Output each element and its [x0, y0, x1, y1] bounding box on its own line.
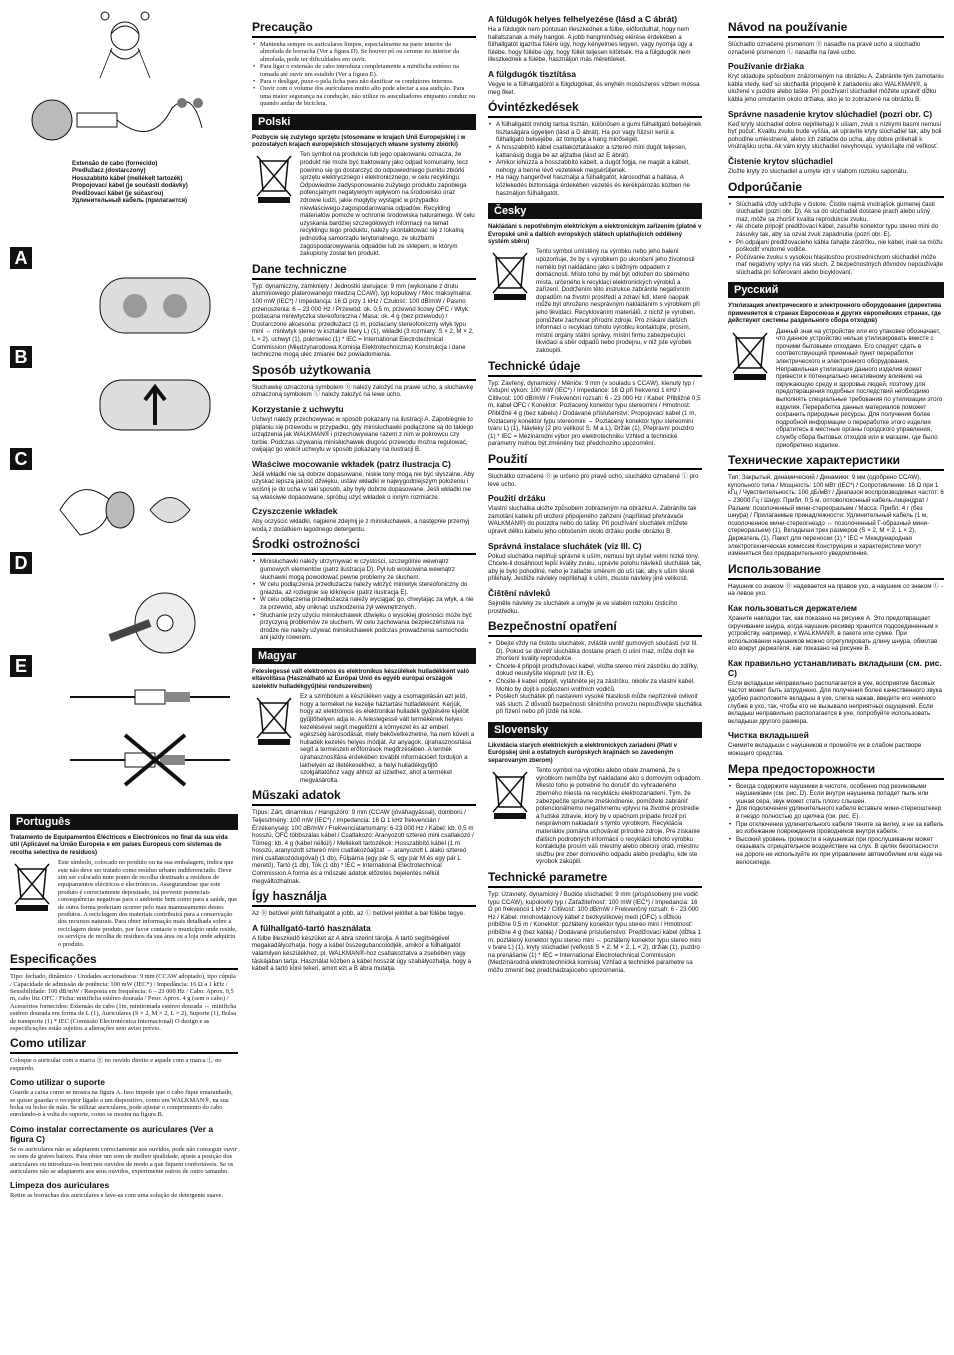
- heading-fit: Správná instalace sluchátek (viz Ill. C): [488, 540, 642, 551]
- column-2: [252, 0, 476, 1355]
- heading-fit: A füldugók helyes felhelyezése (lásd a C ábrát): [488, 14, 678, 24]
- weee-bin-icon: [728, 328, 772, 382]
- spec-text: Tipo: fechado, dinâmico / Unidades accionadoras: 9 mm (CCAW adoptado), tipo cúpula / Capacidade de admissão de potência: 100 mW (IEC*) / Impedância: 16 Ω a 1 kHz / Sensibilidade: 100 dB/mW / Resposta em frequência: 6 – 23 000 Hz / Cabo: Aprox. 0,5 m, cabo litz OFC / Ficha: minificha estéreo dourada / Peso: Aprox. 4 g (sem o cabo) / Acessórios fornecidos: Extensão de cabo (1m, minitomada estéreo dourada ↔ minificha estéreo dourada em forma de L (1), Auriculares (S × 2, M × 2, L × 2), Suporte (1), Bolsa de transporte (1) * IEC (Comissão Electrotécnica Internacional) O design e as especificações estão sujeitos a alterações sem aviso prévio.: [10, 973, 237, 1032]
- weee-text: Tento symbol umístěný na výrobku nebo jeho balení upozorňuje, že by s výrobkem po ukončení jeho životnosti nemělo být nakládáno jako s běžným odpadem z domácnosti. Místo toho by měl být odložen do sběrného místa, určeného k recyklaci elektronických výrobků a zařízení. Dodržením této instrukce zabráníte negativním dopadům na životní prostředí a zdraví lidí, které naopak může být ohroženo nesprávným nakládáním s výrobkem při jeho likvidaci. Recyklováním materiálů, z nichž je vyroben, pomůžete zachovat přírodní zdroje. Pro získání dalších informací o recyklaci tohoto výrobku kontaktujte, prosím, místní orgány státní správy, místní firmu zabezpečující likvidaci a sběr odpadů nebo prodejnu, v níž jste výrobek zakoupili.: [536, 248, 700, 355]
- weee-text: Este símbolo, colocado no produto ou na sua embalagem, indica que este não deve ser tratado como resíduo urbano indiferenciado. Deve sim ser colocado num ponto de recolha destinado a resíduos de equipamentos eléctricos e electrónicos. Assegurandose que este produto é correctamente depositado, irá prevenir potenciais consequências negativas para o ambiente bem como para a saúde, que de outra forma poderiam ocorrer pelo mau manuseamento destes produtos. A reciclagem dos materiais contribuirá para a conservação dos recursos naturais. Para obter informação mais detalhada sobre a reciclagem deste produto, por favor contacte o município onde reside, os serviços de recolha de resíduos da sua área ou a loja onde adquiriu o produto.: [58, 859, 238, 948]
- heading-fit: Как правильно устанавливать вкладыши (см. рис. C): [728, 657, 942, 678]
- heading-how-to-use-hu: Így használja: [252, 889, 476, 907]
- figure-label-a: A: [10, 247, 32, 269]
- column-1: [10, 0, 238, 1355]
- section-bar-slovak: Slovensky: [488, 722, 702, 738]
- heading-precautions-sk: Odporúčanie: [728, 180, 944, 198]
- list-item: • Высокий уровень громкости в наушниках при прослушивании может оказывать отрицательное воздействие на слух. В целях безопасности на дороге не используйте их при управлении автомобилем или езде на велосипеде.: [728, 836, 944, 866]
- weee-bin-icon: [252, 151, 296, 205]
- heading-cleaning: Čistenie krytov slúchadiel: [728, 155, 833, 166]
- heading-precautions-cz: Bezpečnostní opatření: [488, 619, 702, 637]
- heading-how-to-use-ru: Использование: [728, 562, 944, 580]
- spec-text: Typ: dynamiczny, zamknięty / Jednostki sterujące: 9 mm (wykonane z drutu aluminiowego platerowanego miedzią CCAW), typ kopułowy / Moc maksymalna: 100 mW (IEC*) / Impedancja: 16 Ω przy 1 kHz / Czułość: 100 dB/mW / Pasmo przenoszenia: 6 – 23 000 Hz / Przewód: ok. 0,5 m, przewód licowy OFC / Wtyk: pozłacana miniwtyczka stereofoniczna / Masa: ok. 4 g (bez przewodu) / Dostarczone akcesoria: przedłużacz (1 m, pozłacany stereofoniczny wtyk typu mini ↔ miniwtyk stereo w kształcie litery L) (1), wkładki (3 rozmiary: S × 2, M × 2, L × 2), uchwyt (1), pokrowiec (1) * IEC = International Electrotechnical Commission (Międzynarodowa Komisja Elektrotechniczna) Konstrukcja i dane techniczne mogą ulec zmianie bez powiadomienia.: [252, 282, 474, 359]
- section-bar-hungarian: Magyar: [252, 648, 476, 664]
- heading-precautions-hu: Óvintézkedések: [488, 100, 702, 118]
- precaution-list-ru: [728, 783, 944, 867]
- section-bar-russian: Русский: [728, 282, 944, 298]
- list-item: • Para ligar o extensão de cabo introduza completamente a minificha estéreo na tomada até ouvir um estalido (Ver a figura E).: [252, 63, 476, 78]
- heading-fit: Správne nasadenie krytov slúchadiel (pozri obr. C): [728, 108, 933, 119]
- column-4: [728, 0, 944, 1355]
- list-item: • Slúchadlá vždy udržujte v čistote. Čistite najmä vnútrajšok gumenej časti slúchadiel (pozri obr. D). Ak sa do slúchadiel dostane prach alebo ušný maz, môže sa zhoršiť kvalita reprodukcie zvuku.: [728, 201, 944, 224]
- heading-cleaning: Limpeza dos auriculares: [10, 1180, 110, 1191]
- caption-line: Удлинительный кабель (прилагается): [72, 197, 188, 205]
- fit-text: Jeśli wkładki nie są dobrze dopasowane, niskie tony mogą nie być słyszalne. Aby uzyskać lepszą jakość dźwięku, ustaw wkładki w najwygodniejszym położeniu i wciśnij je do ucha w taki sposób, aby były dobrze dopasowane. Jeśli wkładki nie są właściwie dopasowane, spróbuj użyć wkładek o innym rozmiarze.: [252, 470, 475, 501]
- spec-text: Тип: Закрытый, динамический / Динамики: 9 мм (одобрено CCAW), купольного типа / Мощность: 100 мВт (IEC*) / Сопротивление: 16 Ω при 1 кГц / Чувствительность: 100 дБ/мВт / Диапазон воспроизводимых частот: 6 – 23000 Гц / Шнур: Прибл. 0,5 м, оптоволоконный кабель-лицендрат / Разъем: позолоченный мини-стереоразъем / Масса: Прибл. 4 г (без шнура) / Прилагаемые принадлежности: Удлинительный кабель (1 м, позолоченное мини-стереогнездо ↔ позолоченный Г-образный мини-стереоразъем) (1), Вкладыши трех размеров (S × 2, M × 2, L × 2), Держатель (1), Пакет для переноски (1) * IEC = Международная электротехническая комиссия Конструкция и характеристики могут изменяться без предварительного уведомления.: [728, 474, 944, 558]
- weee-bin-icon: [10, 859, 54, 913]
- list-item: • Ak chcete pripojiť predlžovací kábel, zasuňte konektor typu stereo mini do zásuvky tak, aby sa ozval zvuk zapadnutia (pozri obr. E).: [728, 223, 944, 238]
- cleaning-text: Zložte kryty zo slúchadiel a umyte ich v slabom roztoku saponátu.: [728, 167, 908, 175]
- list-item: • Pri odpájaní predlžovacieho kábla ťahajte zástrčku, nie kábel, inak sa môžu poškodiť vnútorné vodiče.: [728, 239, 944, 254]
- caption-line: Extensão de cabo (fornecido): [72, 160, 158, 167]
- list-item: • Всегда содержите наушники в чистоте, особенно под резиновыми наушниками (см. рис. D). Если внутри наушника попадет пыль или ушная сера, звук может стать плохо слышен.: [728, 783, 944, 806]
- heading-specifications-cz: Technické údaje: [488, 359, 702, 377]
- list-item: • Słuchanie przy użyciu minisłuchawek dźwięku o wysokiej głośności może być przyczyną problemów ze słuchem. W celu zachowania bezpieczeństwa na drodze nie należy używać minisłuchawek podczas prowadzenia samochodu ani jazdy rowerem.: [252, 612, 476, 642]
- use-text: Az Ⓡ betűvel jelölt fülhallgatót a jobb, az Ⓛ betűvel jelöltet a bal fülébe tegye.: [252, 910, 465, 918]
- caption-line: Propojovací kábel (je součástí dodávky): [72, 182, 188, 190]
- precaution-list-cz: [488, 640, 702, 716]
- weee-text: Данный знак на устройстве или его упаковке обозначает, что данное устройство нельзя утилизировать вместе с прочими бытовыми отходами. Его следует сдать в соответствующий приемный пункт переработки электрического и электронного оборудования. Неправильная утилизация данного изделия может привести к потенциально негативному влиянию на окружающую среду и здоровье людей, поэтому для предотвращения подобных последствий необходимо выполнять специальные требования по утилизации этого изделия. Переработка данных материалов поможет сохранить природные ресурсы. Для получения более подробной информации о переработке этого изделия обратитесь в местные органы городского управления, службу сбора бытовых отходов или в магазин, где было приобретено изделие.: [776, 327, 943, 449]
- weee-title: Feleslegessé vált elektromos és elektronikus készülékek hulladékként való eltávolítása (Használható az Európai Unió és egyéb európai országok szelektív hulladékgyűjtési rendszereiben): [252, 667, 470, 690]
- heading-how-to-use: Como utilizar: [10, 1036, 238, 1054]
- earphones-cable-illustration: [22, 88, 212, 158]
- list-item: • Mantenha sempre os auriculares limpos, especialmente na parte interior da almofada de borracha (Ver a figura D). Se houver pó ou cerume no interior da almofada, pode ter dificuldades em ouvir.: [252, 41, 476, 63]
- cleaning-text: Retire as borrachas dos auriculares e lave-as com uma solução de detergente suave.: [10, 1192, 223, 1200]
- heading-cleaning: A fülgdugók tisztítása: [488, 68, 576, 79]
- list-item: • Dbejte vždy na čistotu sluchátek, zvláště uvnitř gumových součástí (viz Ill. D). Pokud se dovnitř sluchátka dostane prach či ušní maz, může dojít ke zhoršení kvality reprodukce.: [488, 640, 702, 663]
- list-item: • A fülhallgatót mindig tartsa tisztán, különösen a gumi fülhallgató belsejének tisztaságára ügyeljen (lásd a D ábrát). Ha por vagy fülzsír kerül a fülhallgató belsejébe, az tompítja a hang minőségét.: [488, 121, 702, 144]
- use-text: Slúchadlo označené písmenom Ⓡ nasaďte na pravé ucho a slúchadlo označené písmenom Ⓛ nasaďte na ľavé ucho.: [728, 41, 921, 56]
- heading-specifications-sk: Technické parametre: [488, 870, 702, 888]
- connection-illustration: [65, 675, 235, 795]
- fit-text: Ha a füldugók nem pontosan illeszkednek a fülbe, előfordulhat, hogy nem hallatszanak a mély hangok. A jobb hangminőség elérése érdekében a fülhallgatót igazítsa fülére úgy, hogy kényelmes legyen, vagy nyomja úgy a fülébe, hogy füllébe úgy, hogy füllét teljesen kitöltsék. Ha a fülgdugók nem illeszkednek a fülébe, használjon más méretűeket.: [488, 26, 693, 64]
- heading-cleaning: Čištění návleků: [488, 587, 551, 598]
- list-item: • Minisłuchawki należy utrzymywać w czystości, szczególnie wewnątrz gumowych elementów (patrz ilustracja D). Pył lub woskowina wewnątrz słuchawki mogą powodować pewne problemy ze słuchem.: [252, 558, 476, 581]
- heading-precautions-pl: Środki ostrożności: [252, 537, 476, 555]
- precaution-list-sk: [728, 201, 944, 277]
- list-item: • Ha nagy hangerővel használja a fülhallgatót, károsodhat a hallása. A közlekedés biztonsága érdekében vezetés és kerékpározás közben ne használjon fülhallgatót.: [488, 174, 702, 197]
- list-item: • W celu odłączenia przedłużacza należy wyciągać go, chwytając za wtyk, a nie za przewód, aby uniknąć uszkodzenia żył wewnętrznych.: [252, 596, 476, 611]
- cleaning-text: Sejměte návleky ze sluchátek a umyjte je ve slabém roztoku čisticího prostředku.: [488, 599, 678, 615]
- list-item: • Chcete-li připojit prodlužovací kabel, vložte stereo mini zástrčku do zdířky, dokud neuslyšíte klepnutí (viz Ill. E).: [488, 663, 702, 678]
- section-bar-polish: Polski: [252, 114, 476, 130]
- list-item: • Ouvir com o volume dos auriculares muito alto pode afectar a sua audição. Para uma maior segurança na condução, não utilize os auscultadores enquanto conduz ou quando andar de bicicleta.: [252, 85, 476, 107]
- heading-cleaning: Чистка вкладышей: [728, 730, 809, 741]
- cleaning-illustration: [80, 578, 230, 658]
- heading-specifications-ru: Технические характеристики: [728, 453, 944, 471]
- list-item: • Počúvanie zvuku s vysokou hlasitosťou prostredníctvom slúchadiel môže mať negatívny vplyv na váš sluch. Z bezpečnostných dôvodov nepoužívajte slúchadlá pri šoférovaní alebo bicyklovaní.: [728, 254, 944, 277]
- portuguese-section: [10, 808, 238, 1200]
- use-text: Sluchátko označené Ⓡ je určeno pro pravé ucho, sluchátko označené Ⓛ pro levé ucho.: [488, 472, 699, 488]
- heading-how-to-use-cz: Použití: [488, 452, 702, 470]
- heading-specifications-pl: Dane techniczne: [252, 262, 476, 280]
- figure-label-b: B: [10, 346, 32, 368]
- cable-winding-illustration: [80, 365, 230, 445]
- figure-label-e: E: [10, 655, 32, 677]
- list-item: • Amikor kihúzza a hosszabbító kábelt, a dugót fogja, ne magát a kábelt, nehogy a benne lévő vezetékek megsérüljenek.: [488, 159, 702, 174]
- heading-fit: Como instalar correctamente os auriculares (Ver a figura C): [10, 1123, 214, 1144]
- heading-holder: Korzystanie z uchwytu: [252, 403, 344, 414]
- list-item: • Poslech sluchátek při nastavení vysoké hlasitosti může nepříznivě ovlivnit váš sluch. Z důvodů bezpečnosti silničního provozu nepoužívejte sluchátka při řízení nebo při jízdě na kole.: [488, 693, 702, 716]
- weee-title: Nakládání s nepotřebným elektrickým a elektronickým zařízením (platné v Evropské unii a dalších evropských státech uplatňujících oddělený systém sběru): [488, 223, 702, 245]
- heading-precautions-ru: Мера предосторожности: [728, 762, 944, 780]
- holder-text: A fülbe illeszkedő készüket az A ábra szerint tárolja. A tartó segítségével megakadályozhatja, hogy a kábel összegubancolódjék, amikor a fülhallgatót valamilyen készülékhez, pl. WALKMAN®-hoz csatlakoztatva a zsebében vagy táskájában tartja. Használat közben a kábel hosszát úgy szabályozhatja, hogy a kábelt a tartó köré tekeri, amint ezt a B ábra mutatja.: [252, 934, 472, 973]
- caption-line: Predĺžovací kábel (je súčasťou): [72, 189, 164, 197]
- precaution-list-hu: [488, 121, 702, 197]
- use-text: Słuchawkę oznaczoną symbolem Ⓡ należy założyć na prawe ucho, a słuchawkę oznaczoną symbolem Ⓛ należy założyć na lewe ucho.: [252, 383, 474, 399]
- heading-holder: Používanie držiaka: [728, 61, 805, 72]
- ear-fit-illustration: [50, 470, 200, 550]
- heading-holder: Como utilizar o suporte: [10, 1077, 105, 1088]
- cleaning-text: Снимите вкладыши с наушников и промойте их в слабом растворе моющего средства.: [728, 742, 922, 758]
- list-item: • A hosszabbító kábel csatlakoztatásakor a sztereó mini dugót teljesen, kattanásig dugja be az aljzatba (lásd az E ábrát).: [488, 144, 702, 159]
- cleaning-text: Aby oczyścić wkładki, najpierw zdejmij je z minisłuchawek, a następnie przemyj wodą z dodatkiem łagodnego detergentu.: [252, 518, 470, 533]
- list-item: • Для подключения удлинительного кабеля вставьте мини-стереоштекер в гнездо полностью до щелчка (см. рис. E).: [728, 805, 944, 820]
- precaution-list-pl: [252, 558, 476, 642]
- heading-fit: Właściwe mocowanie wkładek (patrz ilustracja C): [252, 458, 451, 469]
- heading-holder: A fülhallgató-tartó használata: [252, 922, 371, 933]
- holder-text: Guarde a caixa como se mostra na figura A. Isso impede que o cabo fique emaranhado, se quiser guardar o receptor ligado a um dispositivo, como um WALKMAN®, na sua bolsa ou bolso de mão. Se utilizar auriculares, pode ajustar o comprimento do cabo enrolando-o à volta do suporte, como se mostra na figura B.: [10, 1089, 233, 1119]
- fit-text: Pokud sluchátka neplňují správně k uším, nemusí být slyšet velmi nízké tóny. Chcete-li dosáhnout lepší kvality zvuku, upravte polohu návleků sluchátek tak, aby je bylo pohodlné, nebo je zatlačte směrem do uší tak, aby k uším těsně přiléhaly. Jestliže návleky nepřiléhají k uším, zkuste návleky jiné velikosti.: [488, 552, 702, 583]
- caption-line: Predlužacz (dostarczony): [72, 167, 146, 175]
- weee-bin-icon: [252, 693, 296, 747]
- column-3: [488, 0, 702, 1355]
- use-text: Coloque o auricular com a marca Ⓡ no ouvido direito e aquele com a marca Ⓛ no esquerdo.: [10, 1057, 222, 1072]
- weee-bin-icon: [488, 248, 532, 302]
- heading-how-to-use-sk: Návod na používanie: [728, 20, 944, 38]
- list-item: • При отключении удлинительного кабеля тяните за вилку, а не за кабель во избежание повреждения проводников внутри кабеля.: [728, 821, 944, 836]
- heading-cleaning: Czyszczenie wkładek: [252, 506, 338, 517]
- fit-text: Se os auriculares não se adaptarem correctamente aos ouvidos, pode não conseguir ouvir os sons de graves baixos. Para obter um som de melhor qualidade, ajuste a posição dos auriculares ou introduza-os bem nos ouvidos de modo a que fiquem confortáveis. Se os auriculares não se adaptarem aos seus ouvidos, experimente outros de outro tamanho.: [10, 1145, 237, 1175]
- cable-captions: [72, 160, 238, 204]
- heading-precaution-pt: Precaução: [252, 20, 476, 38]
- holder-text: Kryt skladujte spôsobom znázorneným na obrázku A. Zabránite tým zamotaniu kábla vtedy, keď sú slúchadlá pripojené k zariadeniu ako WALKMAN®, a uložené v puzdre alebo taške. Pri používaní slúchadiel môžete upraviť dĺžku kábla jeho omotaním okolo držiaka, ako je to zobrazené na obrázku B.: [728, 73, 944, 103]
- heading-holder: Как пользоваться держателем: [728, 602, 857, 613]
- precaution-list-pt: [252, 41, 476, 108]
- heading-how-to-use-pl: Sposób użytkowania: [252, 363, 476, 381]
- figure-label-d: D: [10, 552, 32, 574]
- fit-text: Если вкладыши неправильно располагается в ухе, восприятие басовых частот может быть затруднено. Для получения более качественного звука удобно расположите вкладыш в ухе, слегка нажав, введите его немного глубже в ухо, так, чтобы его не вызывало неприятных ощущений. Если вкладыш неправильно располагается в ухе, попробуйте использовать вкладыши другого размера.: [728, 679, 942, 725]
- wearing-illustration: [80, 8, 170, 88]
- spec-text: Typ: Zavřený, dynamický / Měniče: 9 mm (v souladu s CCAW), klenutý typ / Vstupní výkon: 100 mW (IEC*) / Impedance: 16 Ω při frekvenci 1 kHz / Citlivost: 100 dB/mW / Frekvenční rozsah: 6 - 23 000 Hz / Kabel: Přibližně 0,5 m, kabel OFC / Konektor: Pozlacený konektor typu stereomini / Hmotnost: Přibližně 4 g (bez kabelu) / Dodávané příslušenství: Propojovací kabel (1 m, Pozlacený konektor typu stereomini ↔ Pozlacený konektor typu stereomini tvaru L) (1), Návleky (2 pro velikost S, M a L), Držák (1), Přepravní pouzdro (1) * IEC = Mezinárodní výbor pro elektrotechniku Vzhled a technické parametry mohou být změněny bez předchozího upozornění.: [488, 379, 701, 448]
- figure-label-c: C: [10, 448, 32, 470]
- weee-title: Likvidácia starých elektrických a elektronických zariadení (Platí v Európskej únii a ostatných európskych krajinách so zavedeným separovaným zberom): [488, 742, 678, 764]
- use-text: Наушник со знаком Ⓡ надевается на правое ухо, а наушник со знаком Ⓛ - на левое ухо.: [728, 582, 944, 598]
- holder-text: Uchwyt należy przechowywać w sposób pokazany na ilustracji A. Zapobiegnie to plątaniu się przewodu w przypadku, gdy minisłuchawki podłączone są do takiego urządzenia jak WALKMAN® i przechowywane razem z nim w pokrowcu czy torbie. Podczas używania minisłuchawek długość przewodu można regulować, owijając go wokół uchwytu w sposób pokazany na ilustracji B.: [252, 415, 474, 454]
- weee-text: Ez a szimbólum a készüléken vagy a csomagolásán azt jelzi, hogy a terméket ne kezelje háztartási hulladékként. Kérjük, hogy az elektromos és elektronikai hulladék gyűjtésére kijelölt gyűjtőhelyen adja le. A feleslegessé vált termékének helyes kezelésével segít megelőzni a környezet és az emberi egészség károsodását, mely bekövetkezhetne, ha nem követi a hulladék kezelés helyes módját. Az anyagok, újrahasznosítása segít a természeti erőforrások megőrzésében. A termék újrahasznosítása érdekében további információért forduljon a lakhelyén az illetékesekhez, a helyi hulladékgyűjtő szolgáltatóhoz vagy ahhoz az üzlethez, ahol a terméket megvásárolta.: [300, 693, 475, 784]
- list-item: • Para o desligar, puxe-o pela ficha para não danificar os condutores internos.: [252, 78, 476, 85]
- weee-bin-icon: [488, 767, 532, 821]
- list-item: • W celu podłączenia przedłużacza należy włożyć miniwtyk stereofoniczny do gniazda, aż rozlegnie się kliknięcie (patrz ilustracja E).: [252, 581, 476, 596]
- section-bar-czech: Česky: [488, 203, 702, 219]
- heading-specifications: Especificações: [10, 952, 238, 970]
- weee-title: Pozbycie się zużytego sprzętu (stosowane w krajach Unii Europejskiej i w pozostałych krajach europejskich stosujących własne systemy zbiórki): [252, 133, 466, 149]
- heading-holder: Použití držáku: [488, 493, 546, 504]
- spec-text: Typ: Uzavretý, dynamický / Budiče slúchadiel: 9 mm (prispôsobený pre vodič typu CCAW), kupolovitý typ / Zaťažiteľnosť: 100 mW (IEC*) / Impedancia: 16 Ω pri frekvencii 1 kHz / Citlivosť: 100 dB/mW / Frekvenčný rozsah: 6 - 23 000 Hz / Kábel: mnohovláknový kábel z bezkyslíkovej medi (OFC) s dĺžkou približne 0,5 m / Konektor: pozlátený konektor typu stereo mini / Hmotnosť: približne 4 g (bez kábla) / Dodávané príslušenstvo: Predlžovací kábel (dĺžka 1 m, pozlátený konektor typu stereo mini ↔ pozlátený konektor typu stereo mini v tvare L) (1), kryty slúchadiel (veľkosti S × 2, M × 2, L × 2), držiak (1), puzdro na prenášanie (1) * IEC = International Electrotechnical Commission (Medzinárodná elektrotechnická komisia) Vzhľad a technické parametre sa môžu zmeniť bez predchádzajúceho upozornenia.: [488, 890, 701, 974]
- caption-line: Hosszabbító kábel (mellékelt tartozék): [72, 174, 183, 182]
- weee-title: Tratamento de Equipamentos Eléctricos e Electrónicos no final da sua vida útil (Aplicável na União Europeia e em países Europeus com sistemas de recolha selectiva de resíduos): [10, 834, 228, 856]
- holder-text: Vlastní sluchátka uložte způsobem zobrazeným na obrázku A. Zabráníte tak zamotání kabelu při uložení připojeného zařízení (například přehrávače WALKMAN®) do pouzdra nebo do tašky. Při používání sluchátek můžete upravit délku kabelu jeho obtočením okolo držáku podle obrázku B.: [488, 505, 697, 535]
- spec-text: Típus: Zárt, dinamikus / Hangszóró: 9 mm (CCAW (jóváhagyással), domború / Teljesítmény: 100 mW (IEC*) / Impedancia: 16 Ω 1 kHz frekvencián / Érzékenység: 100 dB/mW / Frekvenciatartomány: 6-23 000 Hz / Kábel: kb. 0,5 m hosszú, OFC többszálas kábel / Csatlakozó: Aranyozott sztereó mini csatlakozó / Tömeg: kb. 4 g (kábel nélkül) / Mellékelt tartozékok: Hosszabbító kábel (1 m hosszú, aranyozott sztereó mini csatlakozóaljzat ↔ aranyozott L alakú sztereó mini csatlakozódugóval) (1 db), Fülpárna (egy pár S, egy pár M és egy pár L méretű), Tartó (1 db), Tok (1 db) * IEC = International Electrotechnical Commission A forma és a műszaki adatok előzetes bejelentés nélkül megváltozhatnak.: [252, 809, 474, 885]
- weee-text: Tento symbol na výrobku alebo obale znamená, že s výrobkom nemôže byť nakladané ako s domovým odpadom. Miesto toho je potrebné ho doručiť do vyhradeného zberného miesta na recykláciu elektrozariadení. Tým, že zabezpečíte správne zneškodnenie, pomôžete zabrániť potencionálnemu negatívnemu vplyvu na životné prostredie a ľudské zdravie, ktorý by v opačnom prípade hrozil pri nesprávnom nakladaní s týmto výrobkom. Recyklácia materiálov pomáha uchovávať prírodné zdroje. Pre získanie ďalších podrobných informácií o recyklácii tohoto výrobku kontaktujte prosím váš miestny alebo obecný úrad, miestnu službu pre zber domového odpadu alebo predajňu, kde ste výrobok zakúpili.: [536, 767, 702, 866]
- weee-title: Утилизация электрического и электронного оборудования (директива применяется в странах Евросоюза и других европейских странах, где действуют системы раздельного сбора отходов): [728, 302, 942, 325]
- fit-text: Keď kryty slúchadiel dobre nepriliehajú k ušiam, zvuk s nízkymi basmi nemusí byť počuť. Kvalitu zvuku bude vyššia, ak upravíte kryty slúchadiel tak, aby boli pohodlne umiestnené, alebo ich zatlačte do ucha, aby dobre priliehali k vnútrajšku ucha. Ak vám kryty slúchadiel nevyhovujú, vyskúšajte iné veľkosť.: [728, 120, 942, 151]
- holder-illustration: [80, 268, 230, 348]
- section-bar-portuguese: Português: [10, 814, 238, 830]
- list-item: • Chcete-li kabel odpojit, vytáhněte jej za zástrčku, nikoliv za vlastní kabel. Mohlo by dojít k poškození vnitřních vodičů.: [488, 678, 702, 693]
- holder-text: Храните накладки так, как показано на рисунке A. Это предотвращает скручивание шнура, когда наушник-ресивер хранится подсоединенным к устройству, например, к WALKMAN®, в пакете или сумке. При использовании наушников можно отрегулировать длину шнура, обмотав его вокруг держателя, как показано на рисунке B.: [728, 614, 938, 653]
- cleaning-text: Vegye le a fülhallgatóról a fülgdugókat, és enyhén mosószeres vízben mossa meg őket.: [488, 80, 700, 96]
- weee-text: Ten symbol na produkcie lub jego opakowaniu oznacza, że produkt nie może być traktowany jako odpad komunalny, lecz powinno się go dostarczyć do odpowiedniego punktu zbiórki sprzętu elektrycznego i elektronicznego, w celu recyklingu. Odpowiednie zadysponowanie zużytego produktu zapobiega potencjalnym negatywnym wpływom na środowisko oraz zdrowie ludzi, jakie mogłyby wystąpić w przypadku niewłaściwego zagospodarowania odpadów. Recykling materiałów pomoże w ochronie środowiska naturalnego. W celu uzyskania bardziej szczegółowych informacji na temat recyklingu tego produktu, należy skontaktować się z lokalną jednostką samorządu terytorialnego, ze służbami zagospodarowywania odpadów lub ze sklepem, w którym zakupiony został ten produkt.: [300, 151, 475, 258]
- heading-specifications-hu: Műszaki adatok: [252, 788, 476, 806]
